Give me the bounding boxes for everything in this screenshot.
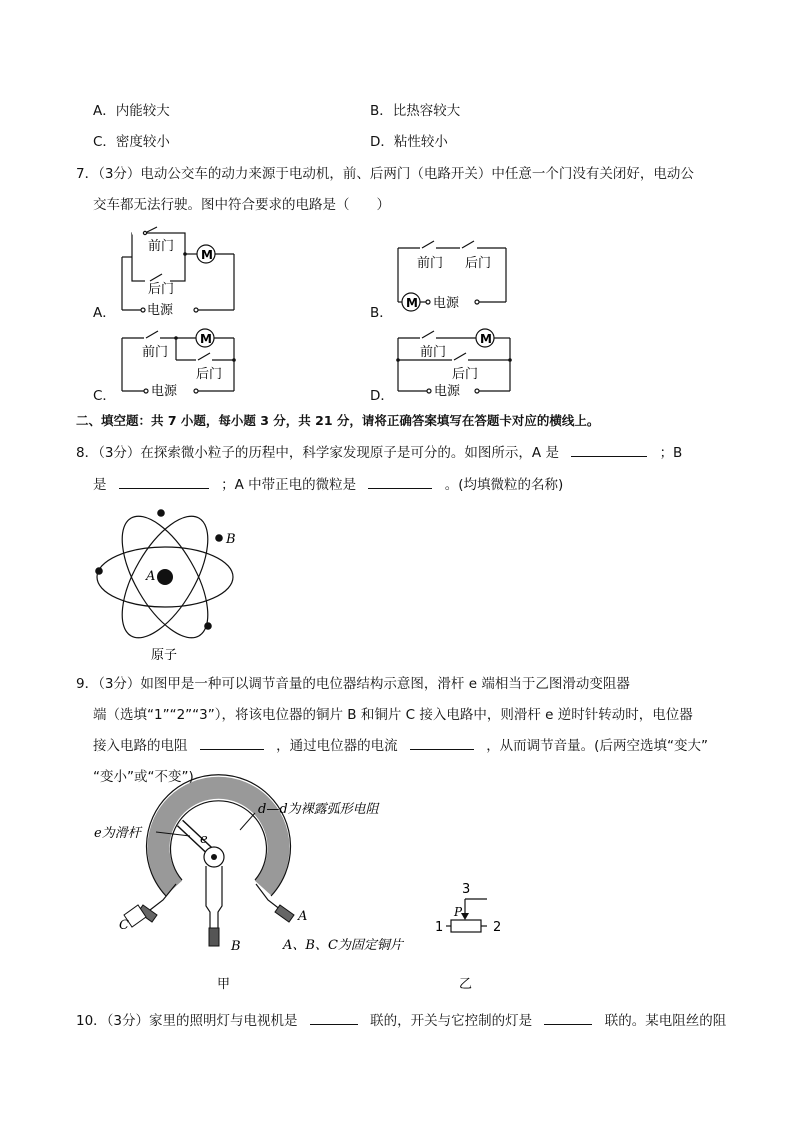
rheostat-terminal-2: 2 [493, 920, 502, 935]
q7-label-d: D． [370, 388, 394, 404]
atom-label-b: B [226, 532, 236, 547]
q8-text-3: 是 [93, 477, 107, 493]
q6-option-a: A．内能较大 [93, 103, 170, 119]
b-source-label: 电源 [433, 296, 460, 311]
q9-stem-line1: 9．（3分）如图甲是一种可以调节音量的电位器结构示意图，滑杆 e 端相当于乙图滑动变阻器 [76, 676, 630, 692]
q7-stem-line2: 交车都无法行驶。图中符合要求的电路是（ ） [93, 197, 390, 213]
q10-stem-line1 [76, 1012, 726, 1030]
q10-text-2: 联的，开关与它控制的灯是 [370, 1013, 533, 1029]
d-motor-label: M [480, 332, 492, 346]
figure-yi-caption: 乙 [459, 977, 473, 992]
rheostat-terminal-3: 3 [462, 882, 471, 897]
d-back-door-label: 后门 [452, 367, 479, 382]
a-back-door-label: 后门 [148, 282, 175, 297]
d-source-label: 电源 [434, 384, 461, 399]
q9-stem-line2: 端（选填“1”“2”“3”），将该电位器的铜片 B 和铜片 C 接入电路中，则滑杆 e 逆时针转动时，电位器 [93, 707, 693, 723]
q9-text-1: 接入电路的电阻 [93, 738, 188, 754]
c-front-door-label: 前门 [142, 345, 169, 360]
q10-blank-a[interactable] [310, 1012, 358, 1025]
rheostat-p-label: P [454, 905, 463, 919]
slider-e-label: e [200, 832, 208, 847]
q6-option-b: B．比热容较大 [370, 103, 461, 119]
a-front-door-label: 前门 [148, 239, 175, 254]
slider-label: e为滑杆 [94, 826, 141, 841]
q10-text-3: 联的。某电阻丝的阻 [604, 1013, 727, 1029]
atom-caption: 原子 [151, 648, 178, 663]
terminal-c-label: C [119, 918, 129, 933]
rheostat-terminal-1: 1 [435, 920, 444, 935]
terminal-a-label: A [298, 909, 308, 924]
c-motor-label: M [200, 332, 212, 346]
q8-text-1: 8．（3分）在探索微小粒子的历程中，科学家发现原子是可分的。如图所示，A 是 [76, 445, 559, 461]
b-front-door-label: 前门 [417, 256, 444, 271]
q7-label-c: C． [93, 388, 116, 404]
section-heading: 二、填空题：共 7 小题，每小题 3 分，共 21 分，请将正确答案填写在答题卡对应的横线上。 [76, 413, 600, 428]
a-source-label: 电源 [147, 303, 174, 318]
q10-text-1: 10．（3分）家里的照明灯与电视机是 [76, 1013, 298, 1029]
q7-label-b: B． [370, 305, 393, 321]
q7-stem-line1: 7．（3分）电动公交车的动力来源于电动机，前、后两门（电路开关）中任意一个门没有关闭好，电动公 [76, 166, 694, 182]
a-motor-label: M [201, 248, 213, 262]
q6-option-d: D．粘性较小 [370, 134, 448, 150]
q8-text-4: ；A 中带正电的微粒是 [221, 477, 357, 493]
resistor-label: d—d为裸露弧形电阻 [258, 802, 379, 817]
q9-text-2: ，通过电位器的电流 [276, 738, 398, 754]
d-front-door-label: 前门 [420, 345, 447, 360]
figure-jia-caption: 甲 [217, 977, 231, 992]
q6-option-c: C．密度较小 [93, 134, 170, 150]
fixed-plates-label: A、B、C为固定铜片 [283, 938, 403, 953]
q9-text-3: ，从而调节音量。(后两空选填“变大” [486, 738, 708, 754]
q8-text-2: ；B [659, 445, 683, 461]
c-source-label: 电源 [151, 384, 178, 399]
q8-text-5: 。(均填微粒的名称) [444, 477, 564, 493]
b-back-door-label: 后门 [465, 256, 492, 271]
terminal-b-label: B [231, 939, 241, 954]
q9-stem-line4: “变小”或“不变”) [93, 769, 194, 785]
q10-blank-b[interactable] [544, 1012, 592, 1025]
atom-label-a: A [146, 569, 156, 584]
b-motor-label: M [406, 296, 418, 310]
q7-label-a: A． [93, 305, 116, 321]
c-back-door-label: 后门 [196, 367, 223, 382]
